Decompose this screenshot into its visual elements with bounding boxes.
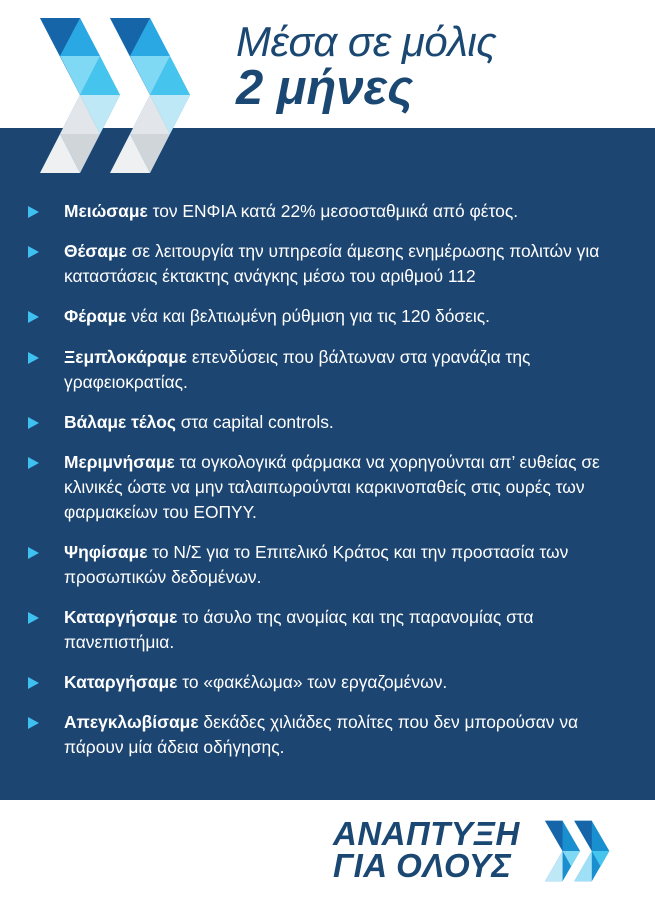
list-item [26, 710, 626, 760]
item-verb: Ψηφίσαμε [64, 542, 148, 562]
item-verb: Θέσαμε [64, 241, 127, 261]
chevron-logo-icon [40, 18, 200, 173]
logo-text [333, 815, 520, 884]
party-logo [333, 815, 623, 888]
item-verb: Βάλαμε τέλος [64, 412, 176, 432]
achievements-list [26, 199, 626, 775]
triangle-bullet-icon [28, 547, 39, 559]
list-item [26, 345, 626, 395]
item-text: τον ΕΝΦΙΑ κατά 22% μεσοσταθμικά από φέτος. [147, 201, 519, 221]
item-text: το «φακέλωμα» των εργαζομένων. [177, 672, 448, 692]
logo-chevron-icon [545, 820, 623, 882]
list-item [26, 670, 626, 695]
list-item [26, 304, 626, 329]
item-text: στα capital controls. [175, 412, 334, 432]
list-item [26, 540, 626, 590]
item-verb: Καταργήσαμε [64, 672, 178, 692]
triangle-bullet-icon [28, 246, 39, 258]
item-text: το άσυλο της ανομίας και της παρανομίας στα πανεπιστήμια. [64, 607, 534, 652]
triangle-bullet-icon [28, 677, 39, 689]
triangle-bullet-icon [28, 206, 39, 218]
item-verb: Μειώσαμε [64, 201, 148, 221]
triangle-bullet-icon [28, 717, 39, 729]
triangle-bullet-icon [28, 352, 39, 364]
item-verb: Μεριμνήσαμε [64, 452, 175, 472]
list-item [26, 410, 626, 435]
item-text: νέα και βελτιωμένη ρύθμιση για τις 120 δόσεις. [126, 306, 490, 326]
triangle-bullet-icon [28, 457, 39, 469]
item-text: δεκάδες χιλιάδες πολίτες που δεν μπορούσαν να πάρουν μία άδεια οδήγησης. [64, 712, 579, 757]
list-item [26, 199, 626, 224]
list-item [26, 239, 626, 289]
item-verb: Ξεμπλοκάραμε [64, 347, 187, 367]
item-text: τα ογκολογικά φάρμακα να χορηγούνται απ’ ευθείας σε κλινικές ώστε να μην ταλαιπωρούνται καρκινοπαθείς στις ουρές των φαρμακείων του ΕΟΠΥΥ. [64, 452, 600, 522]
logo-line-1: ΑΝΑΠΤΥΞΗ [333, 815, 520, 852]
item-verb: Καταργήσαμε [64, 607, 178, 627]
triangle-bullet-icon [28, 417, 39, 429]
item-verb: Απεγκλωβίσαμε [64, 712, 199, 732]
item-text: το Ν/Σ για το Επιτελικό Κράτος και την προστασία των προσωπικών δεδομένων. [64, 542, 569, 587]
item-text: σε λειτουργία την υπηρεσία άμεσης ενημέρωσης πολιτών για καταστάσεις έκτακτης ανάγκης μέσω του αριθμού 112 [64, 241, 600, 286]
item-verb: Φέραμε [64, 306, 127, 326]
triangle-bullet-icon [28, 311, 39, 323]
list-item [26, 450, 626, 525]
logo-line-2: ΓΙΑ ΟΛΟΥΣ [333, 847, 512, 884]
list-item [26, 605, 626, 655]
title-line-2: 2 μήνες [236, 61, 414, 115]
triangle-bullet-icon [28, 612, 39, 624]
title-line-1: Μέσα σε μόλις [236, 18, 497, 65]
item-text: επενδύσεις που βάλτωναν στα γρανάζια της γραφειοκρατίας. [64, 347, 531, 392]
